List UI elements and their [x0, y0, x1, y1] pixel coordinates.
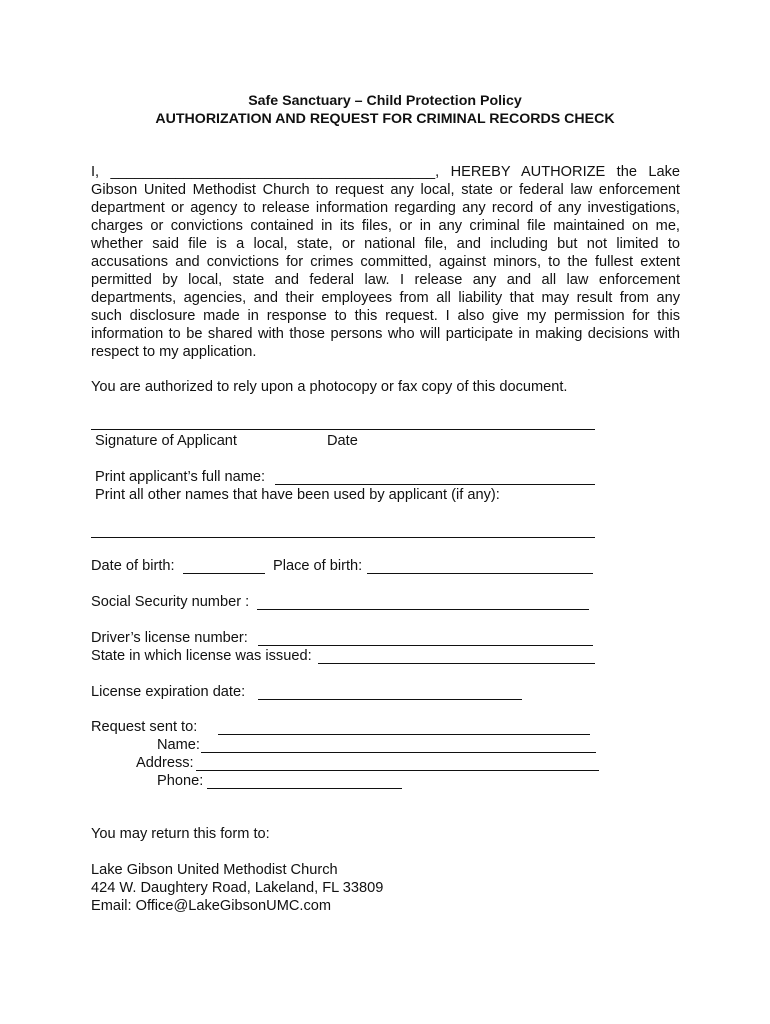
ssn-label: Social Security number : [91, 594, 250, 610]
form-subtitle: AUTHORIZATION AND REQUEST FOR CRIMINAL RECORDS CHECK [155, 111, 615, 127]
license-exp-field[interactable] [258, 699, 522, 700]
authorization-line: department or agency to release information regarding any record of any investigations, [91, 200, 680, 216]
signature-label: Signature of Applicant [95, 433, 237, 449]
return-intro: You may return this form to: [91, 826, 270, 842]
request-sent-field[interactable] [218, 734, 590, 735]
other-names-label: Print all other names that have been used by applicant (if any): [95, 487, 500, 503]
address-label: Address: [136, 755, 194, 771]
other-names-field[interactable] [91, 537, 595, 538]
form-title: Safe Sanctuary – Child Protection Policy [248, 93, 522, 109]
authorization-paragraph [91, 163, 680, 361]
authorization-line: charges or convictions contained in its files, or in any criminal file maintained on me, [91, 218, 680, 234]
authorization-line: I, ________________________________________, HEREBY AUTHORIZE the Lake [91, 164, 680, 180]
authorization-line: whether said file is a local, state, or national file, and including but not limited to [91, 236, 680, 252]
authorization-line: Gibson United Methodist Church to request any local, state or federal law enforcement [91, 182, 680, 198]
return-email: Email: Office@LakeGibsonUMC.com [91, 898, 332, 914]
full-name-label: Print applicant’s full name: [95, 469, 266, 485]
ssn-field[interactable] [257, 609, 589, 610]
name-label: Name: [157, 737, 200, 753]
phone-label: Phone: [157, 773, 204, 789]
dl-state-field[interactable] [318, 663, 595, 664]
authorization-line: such disclosure made in response to this request. I also give my permission for this [91, 308, 680, 324]
authorization-line: departments, agencies, and their employees from all liability that may result from any [91, 290, 680, 306]
request-sent-label: Request sent to: [91, 719, 198, 735]
dl-label: Driver’s license number: [91, 630, 248, 646]
address-field[interactable] [196, 770, 599, 771]
dob-field[interactable] [183, 573, 265, 574]
name-field[interactable] [201, 752, 596, 753]
pob-field[interactable] [367, 573, 593, 574]
authorization-line: respect to my application. [91, 344, 257, 360]
authorization-line: permitted by local, state and federal law. I release any and all law enforcement [91, 272, 680, 288]
photocopy-note: You are authorized to rely upon a photocopy or fax copy of this document. [91, 379, 568, 395]
dl-field[interactable] [258, 645, 593, 646]
return-address: 424 W. Daughtery Road, Lakeland, FL 33809 [91, 880, 384, 896]
dob-label: Date of birth: [91, 558, 175, 574]
return-org: Lake Gibson United Methodist Church [91, 862, 338, 878]
signature-line[interactable] [91, 429, 595, 430]
phone-field[interactable] [207, 788, 402, 789]
date-label: Date [327, 433, 358, 449]
full-name-field[interactable] [275, 484, 595, 485]
license-exp-label: License expiration date: [91, 684, 246, 700]
dl-state-label: State in which license was issued: [91, 648, 312, 664]
authorization-line: information to be shared with those persons who will participate in making decisions with [91, 326, 680, 342]
authorization-line: accusations and convictions for crimes committed, against minors, to the fullest extent [91, 254, 680, 270]
pob-label: Place of birth: [273, 558, 363, 574]
